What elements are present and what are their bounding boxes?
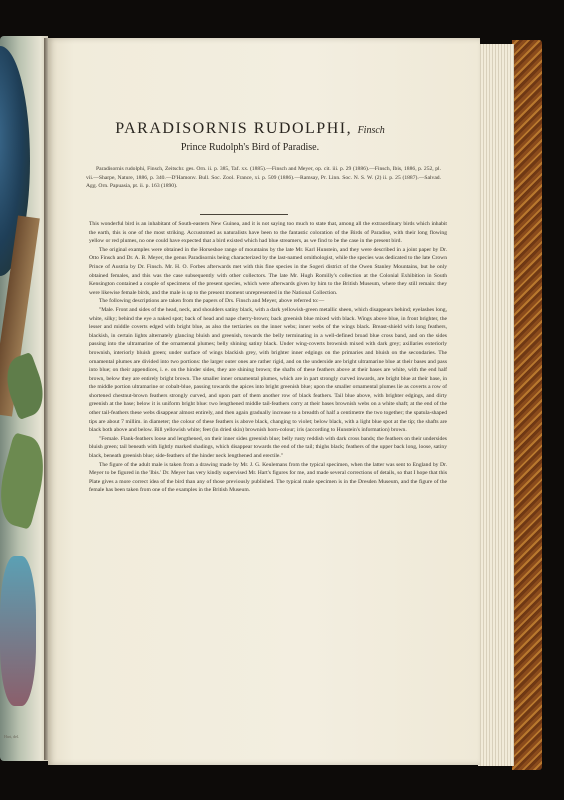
- synonymy-references: Paradisornis rudolphi, Finsch, Zeitschr. ges. Orn. ii. p. 385, Taf. xx. (1885).—Finsch and Meyer, op. cit. iii. p. 29 (1886).—Finsch, Ibis, 1886, p. 252, pl. vii.—Sharpe, Nature, 1886, p. 340.—D'Hamonv. Bull. Soc. Zool. France, xi. p. 509 (1886).—Ramsay, Pr. Linn. Soc. N. S. W. (2) ii. p. 25 (1887).—Salvad. Agg. Orn. Papuasia, pt. ii. p. 163 (1890).: [86, 166, 441, 190]
- paragraph: The original examples were obtained in the Horseshoe range of mountains by the late Mr. Karl Hunstein, and they were described in a joint paper by Dr. Otto Finsch and Dr. A. B. Meyer, the genus Paradisornis being characterized by the last-named ornithologist, while the species was dedicated to the late Crown Prince of Austria by Dr. Finsch. Mr. H. O. Forbes afterwards met with this fine species in the Sogeri district of the Owen Stanley Mountains, but he only obtained females, and this was the case subsequently with other collectors. The late Mr. Hugh Romilly's collection at the Colonial Exhibition in South Kensington contained a couple of specimens of the present species, which were afterwards given by him to the British Museum, where they still remain: they were likewise female birds, and the male is up to the present moment unrepresented in the National Collection.: [89, 246, 447, 296]
- divider-rule: [200, 214, 288, 215]
- paragraph: The following descriptions are taken from the papers of Drs. Finsch and Meyer, above referred to:—: [99, 298, 325, 305]
- plate-leaf-illustration: [0, 432, 48, 529]
- paragraph: "Female. Flank-feathers loose and lengthened, on their inner sides greenish blue; belly rusty reddish with dark cross bands; the feathers on their undersides bluish green; tail beneath with lightly marked shadings, which disappear towards the end of the tail; thighs black; feathers of the upper back long, loose, satiny black, beneath greenish blue; side-feathers of the hinder neck lengthened and erectile.": [89, 435, 447, 460]
- body-text: [89, 220, 447, 495]
- page-title: [60, 120, 440, 138]
- paragraph: "Male. Front and sides of the head, neck, and shoulders satiny black, with a dark yellowish-green metallic sheen, which disappears behind; eyelashes long, white, silky; behind the eye a naked spot; back of head and nape cherry-brown; back greenish blue mixed with black. Wings above blue, in front brighter, the lesser and middle coverts edged with bright blue, as also the tertiaries on the inner webs; inner webs of the wings black. Breast-shield with long feathers, blackish, in certain lights alternately glancing bluish and greenish, towards the belly terminating in a well-defined broad blue cross band, and on the sides passing into the ultramarine of the ornamental plumes; belly shining satiny black. Under wing-coverts brownish mixed with dark grey; axillaries exteriorly brownish, interiorly bluish green; under surface of wings blackish grey, with brighter inner edgings on the primaries and bluish on the secondaries. The ornamental plumes are divided into two portions: the larger outer ones are rather rigid, and on the underside are bright ultramarine blue at their bases and pass into blue; on their appendices, i. e. on the hinder sides, they are shining brown; the shafts of these feathers above at their bases are white, with the end half brown, below they are entirely bright brown. The smaller inner ornamental plumes, which are in part strongly curved inwards, are bright blue at their base, in the middle portion ultramarine or cobalt-blue, passing towards the apices into bright greenish blue; upon the smaller ornamental plumes lie as coverts a row of shortened chestnut-brown feathers strongly curved, and upon part of them another row of black feathers. Tail blue above, with brighter edgings, and dirty greenish at the base; below it is uniform bright blue: two lengthened middle tail-feathers corry at their bases brownish webs on a white shaft; at the end of the other tail-feathers these webs disappear almost entirely, and then again gradually increase to a breadth of half a centimetre the two together; the spatula-shaped tips are about 7 millim. in diameter; the colour of these feathers is above black, changing to violet; below black, with a light blue spot at the tip; the shafts are black both above and below. Bill yellowish white; feet (in dried skin) brownish horn-colour; iris (according to Hunstein's information) brown.: [89, 306, 447, 434]
- species-name: PARADISORNIS RUDOLPHI,: [115, 120, 353, 137]
- left-plate-page: [0, 36, 48, 761]
- book-cover-edge: [512, 40, 542, 770]
- paragraph: This wonderful bird is an inhabitant of South-eastern New Guinea, and it is not saying too much to state that, among all the extraordinary birds which inhabit the earth, this is one of the most striking. Accustomed as naturalists have been to the fantastic coloration of the Birds of Paradise, with their long flowing yellow or red plumes, no one could have expected that a bird existed which had blue streamers, as we find to be the case in the present bird.: [89, 221, 447, 245]
- page-stack-edge: [478, 44, 514, 766]
- plate-credit: Hart, del.: [4, 734, 19, 739]
- species-author: Finsch: [357, 125, 385, 136]
- plate-tail-plumes-illustration: [0, 556, 36, 706]
- page-subtitle: Prince Rudolph's Bird of Paradise.: [180, 142, 320, 153]
- paragraph: The figure of the adult male is taken from a drawing made by Mr. J. G. Keulemans from the typical specimen, when the latter was sent to England by Dr. Meyer to be figured in the 'Ibis.' Dr. Meyer has very kindly supervised Mr. Hart's figures for me, and made several corrections of details, so that I hope that this Plate gives a more correct idea of the bird than any of those previously published. The typical male specimen is in the Dresden Museum, and the figure of the female has been taken from one of the examples in the British Museum.: [89, 461, 447, 494]
